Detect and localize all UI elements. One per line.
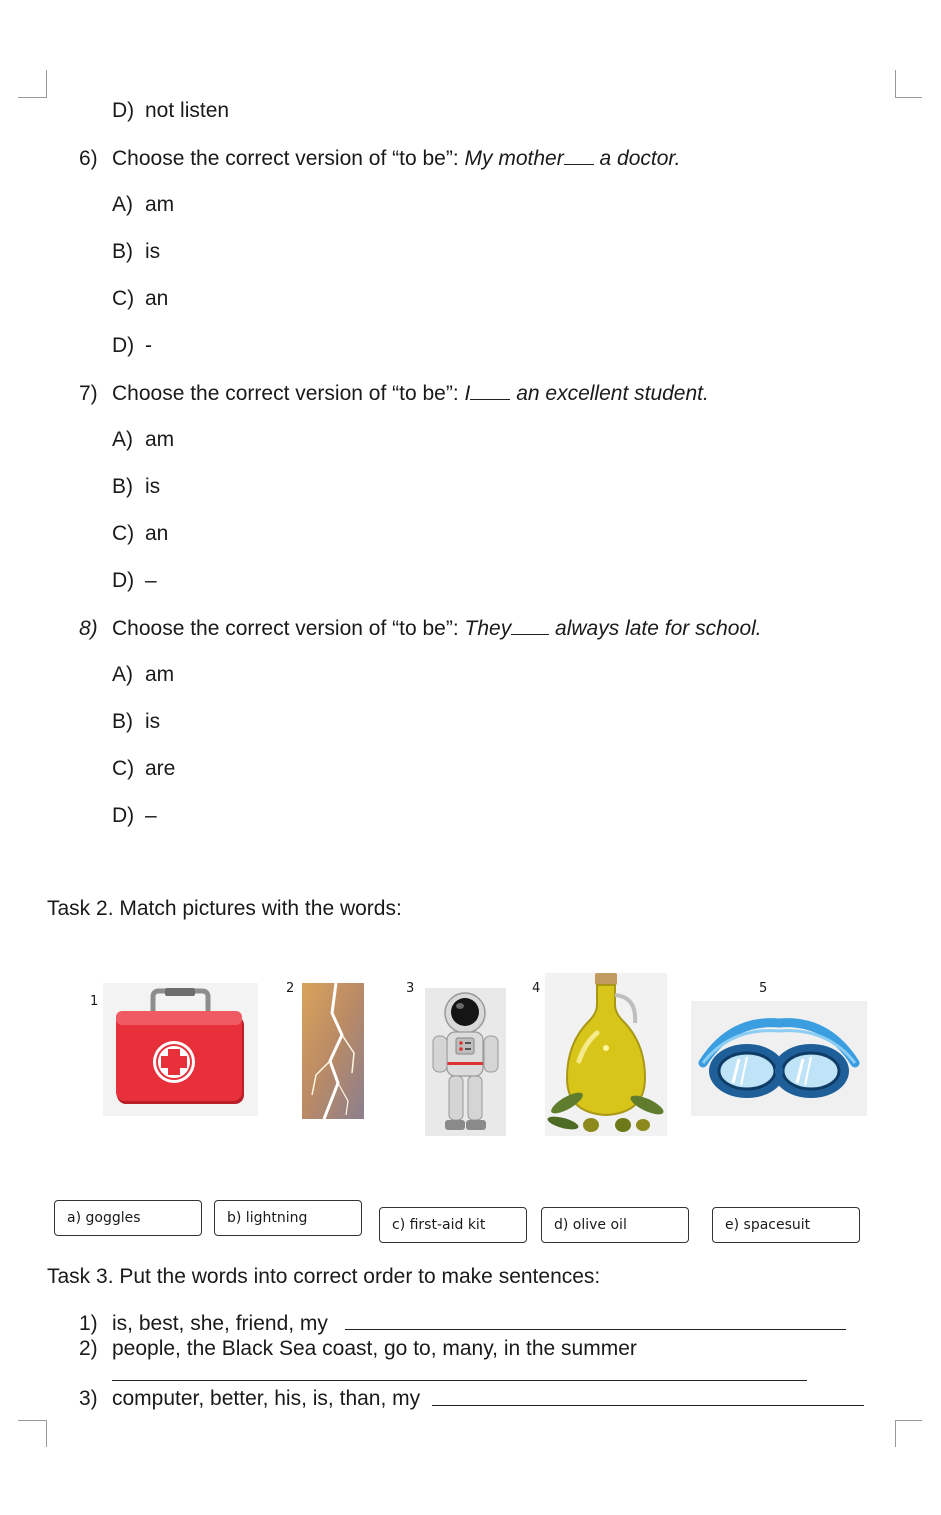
- option-text: is: [145, 475, 161, 498]
- option-letter: C): [112, 522, 135, 545]
- item-number: 2): [79, 1337, 98, 1360]
- option-text: am: [145, 193, 175, 216]
- question-number: 6): [79, 147, 98, 170]
- option-letter: B): [112, 710, 133, 733]
- question-number: 8): [79, 617, 98, 640]
- option-text: am: [145, 428, 175, 451]
- option-text: is: [145, 240, 161, 263]
- question-6: [79, 146, 680, 171]
- picture-number: 1: [90, 994, 99, 1009]
- sentence-start: I: [464, 382, 471, 405]
- spacesuit-image: [425, 988, 506, 1136]
- option-row: [112, 757, 175, 781]
- question-8: [79, 616, 762, 641]
- item-text: is, best, she, friend, my: [112, 1312, 328, 1335]
- option-letter: B): [112, 240, 133, 263]
- item-number: 1): [79, 1312, 98, 1335]
- option-letter: C): [112, 757, 135, 780]
- option-row: [112, 710, 160, 734]
- option-letter: C): [112, 287, 135, 310]
- question-prompt: Choose the correct version of “to be”:: [112, 147, 459, 170]
- word-box-goggles: a) goggles: [54, 1200, 202, 1236]
- option-letter: D): [112, 804, 135, 827]
- option-text: -: [145, 334, 152, 357]
- word-box-olive-oil: d) olive oil: [541, 1207, 689, 1243]
- answer-line: [112, 1380, 807, 1381]
- lightning-image: [302, 983, 364, 1119]
- item-text: people, the Black Sea coast, go to, many, in the summer: [112, 1337, 637, 1360]
- option-text: am: [145, 663, 175, 686]
- crop-mark-top-right: [895, 70, 922, 98]
- word-box-first-aid-kit: c) first-aid kit: [379, 1207, 527, 1243]
- option-letter: B): [112, 475, 133, 498]
- option-row: [112, 663, 174, 687]
- question-prompt: Choose the correct version of “to be”:: [112, 617, 459, 640]
- first-aid-kit-image: [103, 983, 258, 1116]
- sentence-end: always late for school.: [555, 617, 762, 640]
- answer-line: [432, 1405, 864, 1406]
- option-row: [112, 193, 174, 217]
- crop-mark-bottom-right: [895, 1420, 922, 1447]
- option-row: [112, 475, 160, 499]
- word-box-lightning: b) lightning: [214, 1200, 362, 1236]
- picture-number: 2: [286, 981, 295, 996]
- picture-number: 3: [406, 981, 415, 996]
- word-box-spacesuit: e) spacesuit: [712, 1207, 860, 1243]
- answer-blank: [564, 146, 594, 165]
- option-row: [112, 428, 174, 452]
- picture-number: 4: [532, 981, 541, 996]
- question-prompt: Choose the correct version of “to be”:: [112, 382, 459, 405]
- answer-line: [345, 1329, 846, 1330]
- option-text: an: [145, 287, 169, 310]
- answer-blank: [470, 381, 510, 400]
- option-text: are: [145, 757, 176, 780]
- task2-title: Task 2. Match pictures with the words:: [47, 897, 402, 920]
- option-row: [112, 334, 152, 358]
- sentence-start: They: [464, 617, 512, 640]
- olive-oil-image: [545, 973, 667, 1136]
- task3-title: Task 3. Put the words into correct order to make sentences:: [47, 1265, 601, 1288]
- item-number: 3): [79, 1387, 98, 1410]
- option-letter: A): [112, 428, 133, 451]
- item-text: computer, better, his, is, than, my: [112, 1387, 421, 1410]
- option-row: [112, 99, 229, 123]
- option-row: [112, 287, 168, 311]
- option-row: [112, 804, 157, 828]
- option-text: –: [145, 804, 157, 827]
- option-row: [112, 522, 168, 546]
- option-letter: D): [112, 334, 135, 357]
- option-text: an: [145, 522, 169, 545]
- task3-item-1: [79, 1312, 328, 1336]
- crop-mark-bottom-left: [18, 1420, 47, 1447]
- option-row: [112, 240, 160, 264]
- option-text: –: [145, 569, 157, 592]
- sentence-end: a doctor.: [599, 147, 681, 170]
- picture-number: 5: [759, 981, 768, 996]
- task3-item-3: [79, 1387, 420, 1411]
- sentence-end: an excellent student.: [516, 382, 709, 405]
- option-letter: D): [112, 99, 135, 122]
- answer-blank: [511, 616, 549, 635]
- option-letter: D): [112, 569, 135, 592]
- option-letter: A): [112, 663, 133, 686]
- question-number: 7): [79, 382, 98, 405]
- option-text: is: [145, 710, 161, 733]
- option-letter: A): [112, 193, 133, 216]
- task3-item-2: [79, 1337, 637, 1361]
- question-7: [79, 381, 709, 406]
- crop-mark-top-left: [18, 70, 47, 98]
- option-text: not listen: [145, 99, 230, 122]
- sentence-start: My mother: [464, 147, 564, 170]
- option-row: [112, 569, 157, 593]
- goggles-image: [691, 1001, 867, 1116]
